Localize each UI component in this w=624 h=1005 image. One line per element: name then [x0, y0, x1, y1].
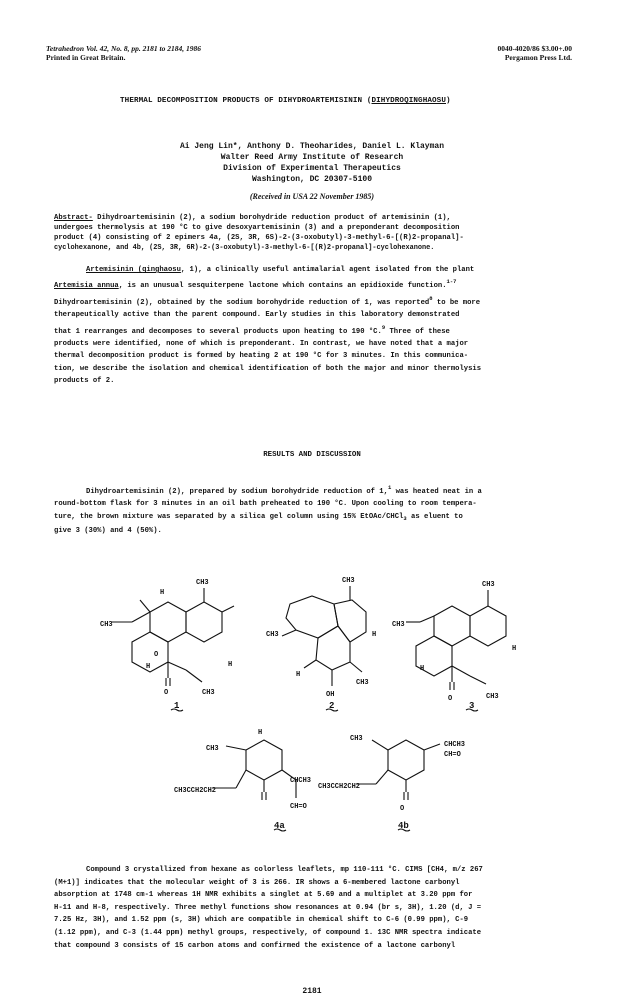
svg-text:CH3: CH3 — [482, 581, 495, 589]
compound-label-3: 3 — [469, 701, 475, 711]
svg-text:O: O — [400, 805, 405, 813]
received-date: (Received in USA 22 November 1985) — [249, 192, 375, 201]
journal-citation — [46, 44, 201, 62]
svg-text:H: H — [372, 631, 377, 639]
structure-1 — [112, 588, 234, 686]
compound-label-2: 2 — [329, 701, 335, 711]
svg-text:CHCH3: CHCH3 — [444, 741, 466, 749]
compound-label-4a: 4a — [274, 821, 285, 831]
journal-price-line-1: 0040-4020/86 $3.00+.00 — [497, 44, 572, 53]
svg-text:H: H — [296, 671, 301, 679]
article-title: THERMAL DECOMPOSITION PRODUCTS OF DIHYDROARTEMISININ (DIHYDROQINGHAOSU) — [120, 97, 451, 105]
compound-label-1: 1 — [174, 701, 180, 711]
results-paragraph: Dihydroartemisinin (2), prepared by sodium borohydride reduction of 1,$^1$ was heated neat in a round-bottom flask for 3 minutes in an oil bath preheated to 190 °C. Upon cooling to room tempera- ture, the brown mixture was separated by a silica gel column using 15% EtOAc/CHCl$_3$ as eluent to give 3 (30%) and 4 (50%). — [54, 484, 482, 536]
structure-4b — [356, 740, 440, 800]
intro-paragraph: Artemisinin (qinghaosu, 1), a clinically useful antimalarial agent isolated from the plant Artemisia annua, is an unusual sesquiterpene lactone which contains an epidioxide function.$^{1-7}$ Dihydroartemisinin (2), obtained by the sodium borohydride reduction of 1, was reported$^8$ to be more therapeutically active than the parent compound. Early studies in this laboratory demonstrated that 1 rearranges and decomposes to several products upon heating to 190 °C.$^9$ Three of these products were identified, none of which is preponderant. In contrast, we have noted that a major thermal decomposition product is formed by heating 2 at 190 °C for 3 minutes. In this communica- tion, we describe the isolation and chemical identification of both the major and minor thermolysis products of 2. — [54, 266, 482, 386]
compound-label-4b: 4b — [398, 821, 409, 831]
svg-text:O: O — [164, 689, 169, 697]
svg-text:O: O — [448, 695, 453, 703]
abstract-label: Abstract- — [54, 214, 93, 222]
affiliation-2: Division of Experimental Therapeutics — [223, 164, 401, 173]
svg-text:OH: OH — [326, 691, 335, 699]
compound3-paragraph: Compound 3 crystallized from hexane as colorless leaflets, mp 110-111 °C. CIMS [CH4, m/z 267 (M+1)] indicates that the molecular weight of 3 is 266. IR shows a 6-membered lactone carbonyl absorption at 1748 cm-1 whereas 1H NMR exhibits a singlet at 5.69 and a multiplet at 3.20 ppm for H-11 and H-8, respectively. Three methyl functions show resonances at 0.94 (br s, 3H), 1.20 (d, J = 7.25 Hz, 3H), and 1.52 ppm (s, 3H) which are compatible in chemical shift to C-6 (0.99 ppm), C-9 (1.12 ppm), and C-3 (1.44 ppm) methyl groups, respectively, of compound 1. 13C NMR spectra indicate that compound 3 consists of 15 carbon atoms and confirmed the existence of a lactone carbonyl — [54, 866, 483, 950]
svg-text:CH=O: CH=O — [290, 803, 307, 811]
svg-text:H: H — [146, 663, 151, 671]
svg-text:CH3: CH3 — [392, 621, 405, 629]
page-number: 2181 — [302, 987, 322, 996]
author-block — [0, 141, 624, 185]
svg-text:H: H — [512, 645, 517, 653]
svg-text:O: O — [154, 651, 159, 659]
svg-text:CH3: CH3 — [266, 631, 279, 639]
svg-text:CH3: CH3 — [350, 735, 363, 743]
atom-label: CH3 — [100, 621, 113, 629]
svg-text:H: H — [258, 729, 263, 737]
svg-text:H: H — [228, 661, 233, 669]
svg-text:CH3: CH3 — [206, 745, 219, 753]
svg-text:H: H — [160, 589, 165, 597]
structure-2 — [282, 586, 366, 686]
structure-4a — [212, 740, 296, 800]
svg-text:CH=O: CH=O — [444, 751, 461, 759]
svg-text:CH3: CH3 — [356, 679, 369, 687]
section-heading: RESULTS AND DISCUSSION — [263, 451, 361, 459]
abstract: Abstract- Dihydroartemisinin (2), a sodium borohydride reduction product of artemisinin (1), undergoes thermolysis at 190 °C to give desoxyartemisinin (3) and a preponderant decomposition product (4) consisting of 2 epimers 4a, (2S, 3R, 6S)-2-(3-oxobutyl)-3-methyl-6-[(R)2-propanal]- cyclohexanone, and 4b, (2S, 3R, 6R)-2-(3-oxobutyl)-3-methyl-6-[(R)2-propanal]-cyclohexanone. — [54, 214, 464, 252]
svg-text:H: H — [420, 665, 425, 673]
author-names: Ai Jeng Lin*, Anthony D. Theoharides, Daniel L. Klayman — [179, 142, 445, 151]
journal-publisher: Pergamon Press Ltd. — [504, 53, 572, 62]
svg-text:CH3: CH3 — [202, 689, 215, 697]
structure-3 — [406, 590, 506, 690]
structures-figure — [0, 570, 624, 850]
journal-line-2: Printed in Great Britain. — [46, 53, 126, 62]
svg-text:CH3: CH3 — [196, 579, 209, 587]
svg-text:CH3CCH2CH2: CH3CCH2CH2 — [318, 783, 361, 791]
journal-price — [498, 44, 572, 62]
svg-text:CH3: CH3 — [486, 693, 499, 701]
affiliation-1: Walter Reed Army Institute of Research — [220, 153, 404, 162]
svg-text:CH3: CH3 — [342, 577, 355, 585]
journal-line-1: Tetrahedron Vol. 42, No. 8, pp. 2181 to 2184, 1986 — [46, 44, 201, 53]
svg-text:CH3CCH2CH2: CH3CCH2CH2 — [174, 787, 217, 795]
affiliation-3: Washington, DC 20307-5100 — [251, 175, 373, 184]
svg-text:CHCH3: CHCH3 — [290, 777, 312, 785]
